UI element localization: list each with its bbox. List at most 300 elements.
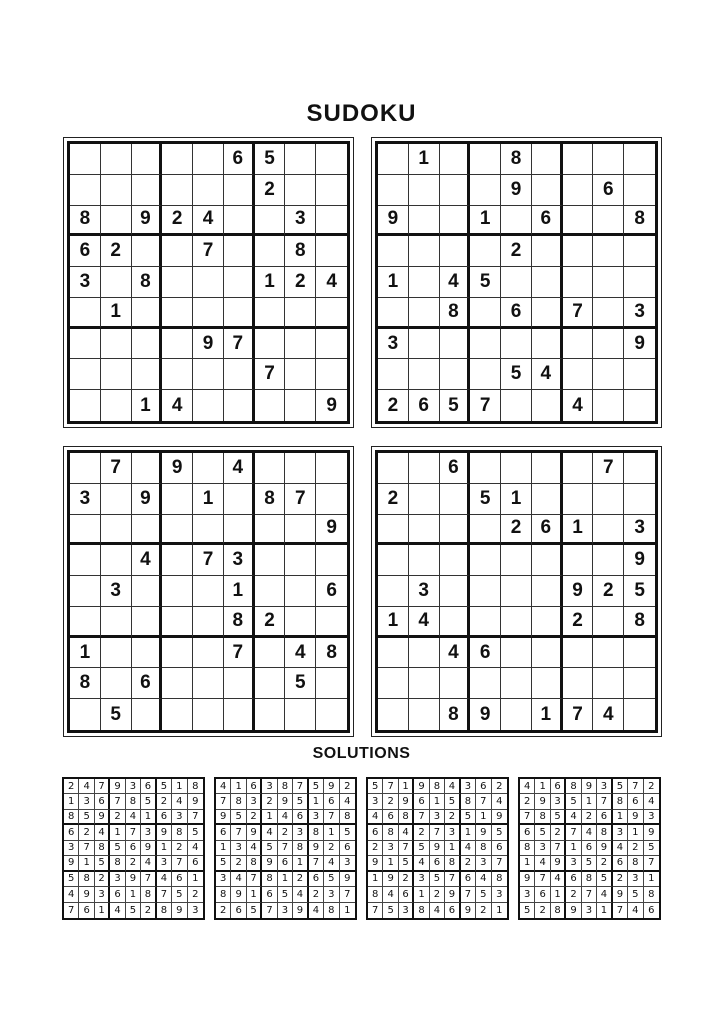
puzzle-2-cell[interactable]	[378, 298, 409, 329]
puzzle-4-cell[interactable]	[563, 638, 594, 669]
puzzle-4-cell[interactable]: 6	[532, 515, 563, 546]
puzzle-1-cell[interactable]	[285, 390, 316, 421]
puzzle-3-cell[interactable]: 8	[70, 668, 101, 699]
puzzle-3-cell[interactable]: 5	[101, 699, 132, 730]
puzzle-4-cell[interactable]	[470, 515, 501, 546]
puzzle-1-cell[interactable]: 9	[132, 206, 163, 237]
puzzle-1-cell[interactable]: 8	[285, 236, 316, 267]
puzzle-4-cell[interactable]	[563, 453, 594, 484]
puzzle-1-cell[interactable]: 8	[132, 267, 163, 298]
puzzle-1-cell[interactable]	[193, 359, 224, 390]
puzzle-2-cell[interactable]	[409, 175, 440, 206]
puzzle-3-cell[interactable]	[70, 453, 101, 484]
puzzle-1-cell[interactable]	[316, 206, 347, 237]
puzzle-3-cell[interactable]	[101, 668, 132, 699]
puzzle-2-cell[interactable]	[470, 359, 501, 390]
puzzle-1-cell[interactable]: 3	[70, 267, 101, 298]
puzzle-1-cell[interactable]	[101, 390, 132, 421]
puzzle-4-cell[interactable]: 4	[593, 699, 624, 730]
puzzle-2-cell[interactable]	[532, 298, 563, 329]
puzzle-3-cell[interactable]: 7	[285, 484, 316, 515]
puzzle-2-cell[interactable]: 1	[409, 144, 440, 175]
puzzle-1-cell[interactable]	[224, 390, 255, 421]
puzzle-2-cell[interactable]	[409, 298, 440, 329]
puzzle-4-cell[interactable]: 9	[470, 699, 501, 730]
puzzle-3-cell[interactable]: 6	[132, 668, 163, 699]
puzzle-1-cell[interactable]	[101, 144, 132, 175]
puzzle-2-cell[interactable]	[563, 206, 594, 237]
puzzle-1-cell[interactable]	[224, 236, 255, 267]
puzzle-3-cell[interactable]	[193, 668, 224, 699]
puzzle-2-cell[interactable]	[409, 359, 440, 390]
puzzle-1-cell[interactable]	[316, 175, 347, 206]
puzzle-2-cell[interactable]: 5	[501, 359, 532, 390]
puzzle-1-cell[interactable]	[193, 390, 224, 421]
puzzle-1-cell[interactable]: 2	[101, 236, 132, 267]
puzzle-3-cell[interactable]	[193, 607, 224, 638]
puzzle-1-cell[interactable]: 1	[101, 298, 132, 329]
puzzle-4-cell[interactable]	[501, 545, 532, 576]
puzzle-4-cell[interactable]: 8	[440, 699, 471, 730]
puzzle-2-cell[interactable]	[409, 236, 440, 267]
puzzle-2-cell[interactable]	[563, 144, 594, 175]
puzzle-1-cell[interactable]	[316, 144, 347, 175]
puzzle-4-cell[interactable]: 6	[440, 453, 471, 484]
puzzle-2-cell[interactable]	[532, 175, 563, 206]
puzzle-3-cell[interactable]	[285, 576, 316, 607]
puzzle-1-cell[interactable]	[101, 359, 132, 390]
puzzle-1-cell[interactable]	[316, 236, 347, 267]
puzzle-1-cell[interactable]	[255, 298, 286, 329]
puzzle-1-cell[interactable]: 1	[132, 390, 163, 421]
puzzle-2-cell[interactable]: 4	[532, 359, 563, 390]
puzzle-3-cell[interactable]: 3	[70, 484, 101, 515]
puzzle-1-cell[interactable]	[132, 175, 163, 206]
puzzle-4-cell[interactable]	[501, 453, 532, 484]
puzzle-1-cell[interactable]: 1	[255, 267, 286, 298]
puzzle-3-cell[interactable]	[193, 453, 224, 484]
puzzle-2-cell[interactable]	[378, 144, 409, 175]
puzzle-4-cell[interactable]: 1	[378, 607, 409, 638]
puzzle-2-cell[interactable]: 1	[470, 206, 501, 237]
puzzle-1-cell[interactable]: 4	[316, 267, 347, 298]
puzzle-3-cell[interactable]: 3	[224, 545, 255, 576]
puzzle-4-cell[interactable]: 7	[593, 453, 624, 484]
puzzle-4-cell[interactable]	[593, 545, 624, 576]
puzzle-4-cell[interactable]: 4	[440, 638, 471, 669]
puzzle-4-cell[interactable]	[440, 668, 471, 699]
puzzle-1-cell[interactable]	[316, 359, 347, 390]
puzzle-1-cell[interactable]	[162, 359, 193, 390]
puzzle-3-cell[interactable]: 5	[285, 668, 316, 699]
puzzle-3-cell[interactable]	[70, 545, 101, 576]
puzzle-3-cell[interactable]	[101, 607, 132, 638]
puzzle-3-cell[interactable]	[162, 699, 193, 730]
puzzle-1-cell[interactable]	[101, 267, 132, 298]
puzzle-3-cell[interactable]	[193, 638, 224, 669]
puzzle-3-cell[interactable]	[132, 607, 163, 638]
puzzle-1-cell[interactable]	[70, 359, 101, 390]
puzzle-3-cell[interactable]	[70, 576, 101, 607]
puzzle-3-cell[interactable]	[132, 638, 163, 669]
puzzle-4-cell[interactable]	[593, 484, 624, 515]
puzzle-3-cell[interactable]: 7	[193, 545, 224, 576]
puzzle-1-cell[interactable]	[316, 329, 347, 360]
puzzle-1-cell[interactable]	[162, 298, 193, 329]
puzzle-2-cell[interactable]	[593, 144, 624, 175]
puzzle-2-cell[interactable]: 3	[624, 298, 655, 329]
puzzle-2-cell[interactable]	[532, 236, 563, 267]
puzzle-2-cell[interactable]: 9	[624, 329, 655, 360]
puzzle-4-cell[interactable]: 9	[624, 545, 655, 576]
puzzle-4-cell[interactable]	[409, 484, 440, 515]
puzzle-1-cell[interactable]	[285, 175, 316, 206]
puzzle-1-cell[interactable]	[70, 329, 101, 360]
puzzle-3-cell[interactable]	[101, 515, 132, 546]
puzzle-1-cell[interactable]	[132, 236, 163, 267]
puzzle-1-cell[interactable]	[224, 267, 255, 298]
puzzle-3-cell[interactable]: 4	[224, 453, 255, 484]
puzzle-2-cell[interactable]	[440, 175, 471, 206]
puzzle-3-cell[interactable]	[70, 607, 101, 638]
puzzle-4-cell[interactable]	[470, 576, 501, 607]
puzzle-4-cell[interactable]: 3	[624, 515, 655, 546]
puzzle-3-cell[interactable]	[224, 515, 255, 546]
puzzle-2-cell[interactable]: 6	[532, 206, 563, 237]
puzzle-2-cell[interactable]	[593, 267, 624, 298]
puzzle-2-cell[interactable]	[624, 236, 655, 267]
puzzle-2-cell[interactable]: 9	[378, 206, 409, 237]
puzzle-2-cell[interactable]: 5	[440, 390, 471, 421]
puzzle-3-cell[interactable]	[162, 638, 193, 669]
puzzle-1-cell[interactable]	[255, 329, 286, 360]
puzzle-1-cell[interactable]	[101, 206, 132, 237]
puzzle-2-cell[interactable]: 9	[501, 175, 532, 206]
puzzle-3-cell[interactable]	[224, 668, 255, 699]
puzzle-1-cell[interactable]	[162, 236, 193, 267]
puzzle-3-cell[interactable]	[285, 545, 316, 576]
puzzle-3-cell[interactable]	[162, 515, 193, 546]
puzzle-4-cell[interactable]	[378, 638, 409, 669]
puzzle-3-cell[interactable]: 8	[316, 638, 347, 669]
puzzle-3-cell[interactable]	[255, 699, 286, 730]
puzzle-3-cell[interactable]	[316, 484, 347, 515]
puzzle-3-cell[interactable]	[316, 545, 347, 576]
puzzle-2-cell[interactable]: 7	[470, 390, 501, 421]
puzzle-4-cell[interactable]: 7	[563, 699, 594, 730]
puzzle-2-cell[interactable]	[378, 236, 409, 267]
puzzle-3-cell[interactable]	[285, 515, 316, 546]
puzzle-2-cell[interactable]	[470, 175, 501, 206]
puzzle-2-cell[interactable]	[563, 329, 594, 360]
puzzle-4-cell[interactable]	[470, 453, 501, 484]
puzzle-2-cell[interactable]: 8	[501, 144, 532, 175]
puzzle-4-cell[interactable]: 1	[501, 484, 532, 515]
puzzle-3-cell[interactable]	[316, 668, 347, 699]
puzzle-2-cell[interactable]	[532, 144, 563, 175]
puzzle-2-cell[interactable]	[563, 359, 594, 390]
puzzle-4-cell[interactable]	[409, 453, 440, 484]
puzzle-2-cell[interactable]: 6	[501, 298, 532, 329]
puzzle-3-cell[interactable]	[224, 699, 255, 730]
puzzle-4-cell[interactable]	[563, 484, 594, 515]
puzzle-1-cell[interactable]	[285, 144, 316, 175]
puzzle-1-cell[interactable]	[162, 175, 193, 206]
puzzle-4-cell[interactable]	[624, 668, 655, 699]
puzzle-2-cell[interactable]	[624, 359, 655, 390]
puzzle-1-cell[interactable]	[224, 175, 255, 206]
puzzle-4-cell[interactable]	[470, 545, 501, 576]
puzzle-2-cell[interactable]: 4	[563, 390, 594, 421]
puzzle-1-cell[interactable]	[255, 390, 286, 421]
puzzle-4-cell[interactable]: 1	[532, 699, 563, 730]
puzzle-1-cell[interactable]: 3	[285, 206, 316, 237]
puzzle-1-cell[interactable]: 4	[193, 206, 224, 237]
puzzle-4-cell[interactable]	[501, 576, 532, 607]
puzzle-4-cell[interactable]	[378, 453, 409, 484]
puzzle-4-cell[interactable]	[501, 638, 532, 669]
puzzle-2-cell[interactable]: 8	[624, 206, 655, 237]
puzzle-2-cell[interactable]	[470, 144, 501, 175]
puzzle-3-cell[interactable]	[255, 638, 286, 669]
puzzle-3-cell[interactable]	[162, 576, 193, 607]
puzzle-1-cell[interactable]	[193, 298, 224, 329]
puzzle-2-cell[interactable]	[440, 206, 471, 237]
puzzle-2-cell[interactable]	[593, 236, 624, 267]
puzzle-1-cell[interactable]	[70, 175, 101, 206]
puzzle-3-cell[interactable]: 8	[224, 607, 255, 638]
puzzle-1-cell[interactable]: 6	[70, 236, 101, 267]
puzzle-3-cell[interactable]: 6	[316, 576, 347, 607]
puzzle-2-cell[interactable]	[440, 329, 471, 360]
puzzle-4-cell[interactable]	[532, 668, 563, 699]
puzzle-4-cell[interactable]	[440, 484, 471, 515]
puzzle-4-cell[interactable]	[378, 668, 409, 699]
puzzle-1-cell[interactable]	[101, 175, 132, 206]
puzzle-1-cell[interactable]: 2	[255, 175, 286, 206]
puzzle-3-cell[interactable]	[70, 515, 101, 546]
puzzle-3-cell[interactable]	[162, 668, 193, 699]
puzzle-4-cell[interactable]	[378, 576, 409, 607]
puzzle-4-cell[interactable]	[409, 545, 440, 576]
puzzle-1-cell[interactable]	[255, 236, 286, 267]
puzzle-4-cell[interactable]	[409, 668, 440, 699]
puzzle-4-cell[interactable]: 3	[409, 576, 440, 607]
puzzle-4-cell[interactable]	[440, 515, 471, 546]
puzzle-1-cell[interactable]	[193, 175, 224, 206]
puzzle-2-cell[interactable]	[409, 206, 440, 237]
puzzle-1-cell[interactable]	[224, 298, 255, 329]
puzzle-4-cell[interactable]	[440, 545, 471, 576]
puzzle-4-cell[interactable]	[440, 576, 471, 607]
puzzle-1-cell[interactable]	[224, 359, 255, 390]
puzzle-1-cell[interactable]: 4	[162, 390, 193, 421]
puzzle-2-cell[interactable]	[440, 236, 471, 267]
puzzle-2-cell[interactable]	[563, 175, 594, 206]
puzzle-2-cell[interactable]: 1	[378, 267, 409, 298]
puzzle-1-cell[interactable]	[285, 329, 316, 360]
puzzle-3-cell[interactable]	[132, 699, 163, 730]
puzzle-1-cell[interactable]: 2	[162, 206, 193, 237]
puzzle-2-cell[interactable]	[593, 206, 624, 237]
puzzle-4-cell[interactable]: 9	[563, 576, 594, 607]
puzzle-4-cell[interactable]: 2	[563, 607, 594, 638]
puzzle-4-cell[interactable]: 4	[409, 607, 440, 638]
puzzle-3-cell[interactable]	[285, 453, 316, 484]
puzzle-2-cell[interactable]	[593, 390, 624, 421]
puzzle-1-cell[interactable]: 7	[193, 236, 224, 267]
puzzle-4-cell[interactable]	[593, 668, 624, 699]
puzzle-3-cell[interactable]	[132, 453, 163, 484]
puzzle-3-cell[interactable]	[285, 699, 316, 730]
puzzle-2-cell[interactable]	[563, 267, 594, 298]
puzzle-4-cell[interactable]	[440, 607, 471, 638]
puzzle-3-cell[interactable]: 4	[285, 638, 316, 669]
puzzle-2-cell[interactable]	[532, 329, 563, 360]
puzzle-4-cell[interactable]	[532, 484, 563, 515]
puzzle-4-cell[interactable]	[624, 484, 655, 515]
puzzle-3-cell[interactable]	[255, 576, 286, 607]
puzzle-2-cell[interactable]: 3	[378, 329, 409, 360]
puzzle-2-cell[interactable]: 6	[409, 390, 440, 421]
puzzle-4-cell[interactable]	[624, 638, 655, 669]
puzzle-3-cell[interactable]	[255, 545, 286, 576]
puzzle-2-cell[interactable]	[501, 390, 532, 421]
puzzle-1-cell[interactable]	[285, 298, 316, 329]
puzzle-1-cell[interactable]	[132, 298, 163, 329]
puzzle-3-cell[interactable]	[224, 484, 255, 515]
puzzle-3-cell[interactable]: 7	[224, 638, 255, 669]
puzzle-2-cell[interactable]	[440, 359, 471, 390]
puzzle-1-cell[interactable]: 9	[193, 329, 224, 360]
puzzle-3-cell[interactable]	[70, 699, 101, 730]
puzzle-1-cell[interactable]: 9	[326, 394, 337, 416]
puzzle-1-cell[interactable]	[162, 329, 193, 360]
puzzle-3-cell[interactable]: 4	[132, 545, 163, 576]
puzzle-4-cell[interactable]	[501, 699, 532, 730]
puzzle-3-cell[interactable]	[193, 515, 224, 546]
puzzle-2-cell[interactable]: 7	[563, 298, 594, 329]
puzzle-4-cell[interactable]: 2	[593, 576, 624, 607]
puzzle-4-cell[interactable]: 6	[470, 638, 501, 669]
puzzle-2-cell[interactable]	[593, 359, 624, 390]
puzzle-3-cell[interactable]	[101, 638, 132, 669]
puzzle-2-cell[interactable]	[624, 175, 655, 206]
puzzle-4-cell[interactable]	[532, 576, 563, 607]
puzzle-1-cell[interactable]	[285, 359, 316, 390]
puzzle-4-cell[interactable]	[624, 453, 655, 484]
puzzle-2-cell[interactable]	[440, 144, 471, 175]
puzzle-2-cell[interactable]: 6	[593, 175, 624, 206]
puzzle-4-cell[interactable]	[501, 668, 532, 699]
puzzle-2-cell[interactable]	[593, 298, 624, 329]
puzzle-2-cell[interactable]	[624, 390, 655, 421]
puzzle-3-cell[interactable]	[101, 545, 132, 576]
puzzle-1-cell[interactable]	[132, 144, 163, 175]
puzzle-1-cell[interactable]: 2	[285, 267, 316, 298]
puzzle-3-cell[interactable]: 2	[255, 607, 286, 638]
puzzle-1-cell[interactable]	[70, 144, 101, 175]
puzzle-2-cell[interactable]: 5	[470, 267, 501, 298]
puzzle-3-cell[interactable]: 8	[255, 484, 286, 515]
puzzle-1-cell[interactable]: 6	[224, 144, 255, 175]
puzzle-4-cell[interactable]	[624, 699, 655, 730]
puzzle-2-cell[interactable]	[470, 329, 501, 360]
puzzle-2-cell[interactable]: 2	[378, 390, 409, 421]
puzzle-2-cell[interactable]: 4	[440, 267, 471, 298]
puzzle-4-cell[interactable]	[470, 607, 501, 638]
puzzle-2-cell[interactable]	[532, 267, 563, 298]
puzzle-2-cell[interactable]	[501, 329, 532, 360]
puzzle-4-cell[interactable]	[563, 668, 594, 699]
puzzle-3-cell[interactable]	[132, 576, 163, 607]
puzzle-1-cell[interactable]	[224, 206, 255, 237]
puzzle-1-cell[interactable]	[132, 359, 163, 390]
puzzle-4-cell[interactable]: 8	[624, 607, 655, 638]
puzzle-3-cell[interactable]	[255, 668, 286, 699]
puzzle-2-cell[interactable]	[470, 236, 501, 267]
puzzle-4-cell[interactable]: 5	[624, 576, 655, 607]
puzzle-4-cell[interactable]	[593, 515, 624, 546]
puzzle-2-cell[interactable]	[532, 390, 563, 421]
puzzle-3-cell[interactable]: 3	[101, 576, 132, 607]
puzzle-1-cell[interactable]	[316, 298, 347, 329]
puzzle-1-cell[interactable]: 7	[224, 329, 255, 360]
puzzle-3-cell[interactable]	[255, 515, 286, 546]
puzzle-4-cell[interactable]	[409, 699, 440, 730]
puzzle-4-cell[interactable]: 2	[501, 515, 532, 546]
puzzle-1-cell[interactable]: 5	[255, 144, 286, 175]
puzzle-3-cell[interactable]	[101, 484, 132, 515]
puzzle-3-cell[interactable]	[162, 484, 193, 515]
puzzle-2-cell[interactable]	[593, 329, 624, 360]
puzzle-3-cell[interactable]: 9	[316, 515, 347, 546]
puzzle-3-cell[interactable]	[255, 453, 286, 484]
puzzle-3-cell[interactable]: 1	[224, 576, 255, 607]
puzzle-2-cell[interactable]	[501, 267, 532, 298]
puzzle-4-cell[interactable]	[532, 545, 563, 576]
puzzle-4-cell[interactable]: 5	[470, 484, 501, 515]
puzzle-1-cell[interactable]	[70, 390, 101, 421]
puzzle-2-cell[interactable]	[563, 236, 594, 267]
puzzle-1-cell[interactable]: 8	[70, 206, 101, 237]
puzzle-4-cell[interactable]	[532, 453, 563, 484]
puzzle-4-cell[interactable]	[593, 638, 624, 669]
puzzle-3-cell[interactable]	[162, 545, 193, 576]
puzzle-3-cell[interactable]: 9	[162, 453, 193, 484]
puzzle-1-cell[interactable]	[162, 144, 193, 175]
puzzle-2-cell[interactable]	[470, 298, 501, 329]
puzzle-1-cell[interactable]	[162, 267, 193, 298]
puzzle-4-cell[interactable]	[532, 607, 563, 638]
puzzle-2-cell[interactable]	[501, 206, 532, 237]
puzzle-3-cell[interactable]	[316, 607, 347, 638]
puzzle-3-cell[interactable]: 1	[193, 484, 224, 515]
puzzle-3-cell[interactable]	[316, 699, 347, 730]
puzzle-2-cell[interactable]: 2	[501, 236, 532, 267]
puzzle-1-cell[interactable]: 7	[255, 359, 286, 390]
puzzle-4-cell[interactable]	[593, 607, 624, 638]
puzzle-4-cell[interactable]	[409, 638, 440, 669]
puzzle-2-cell[interactable]	[378, 359, 409, 390]
puzzle-2-cell[interactable]	[409, 267, 440, 298]
puzzle-4-cell[interactable]	[563, 545, 594, 576]
puzzle-2-cell[interactable]	[624, 267, 655, 298]
puzzle-3-cell[interactable]	[316, 453, 347, 484]
puzzle-4-cell[interactable]	[501, 607, 532, 638]
puzzle-1-cell[interactable]	[70, 298, 101, 329]
puzzle-2-cell[interactable]	[624, 144, 655, 175]
